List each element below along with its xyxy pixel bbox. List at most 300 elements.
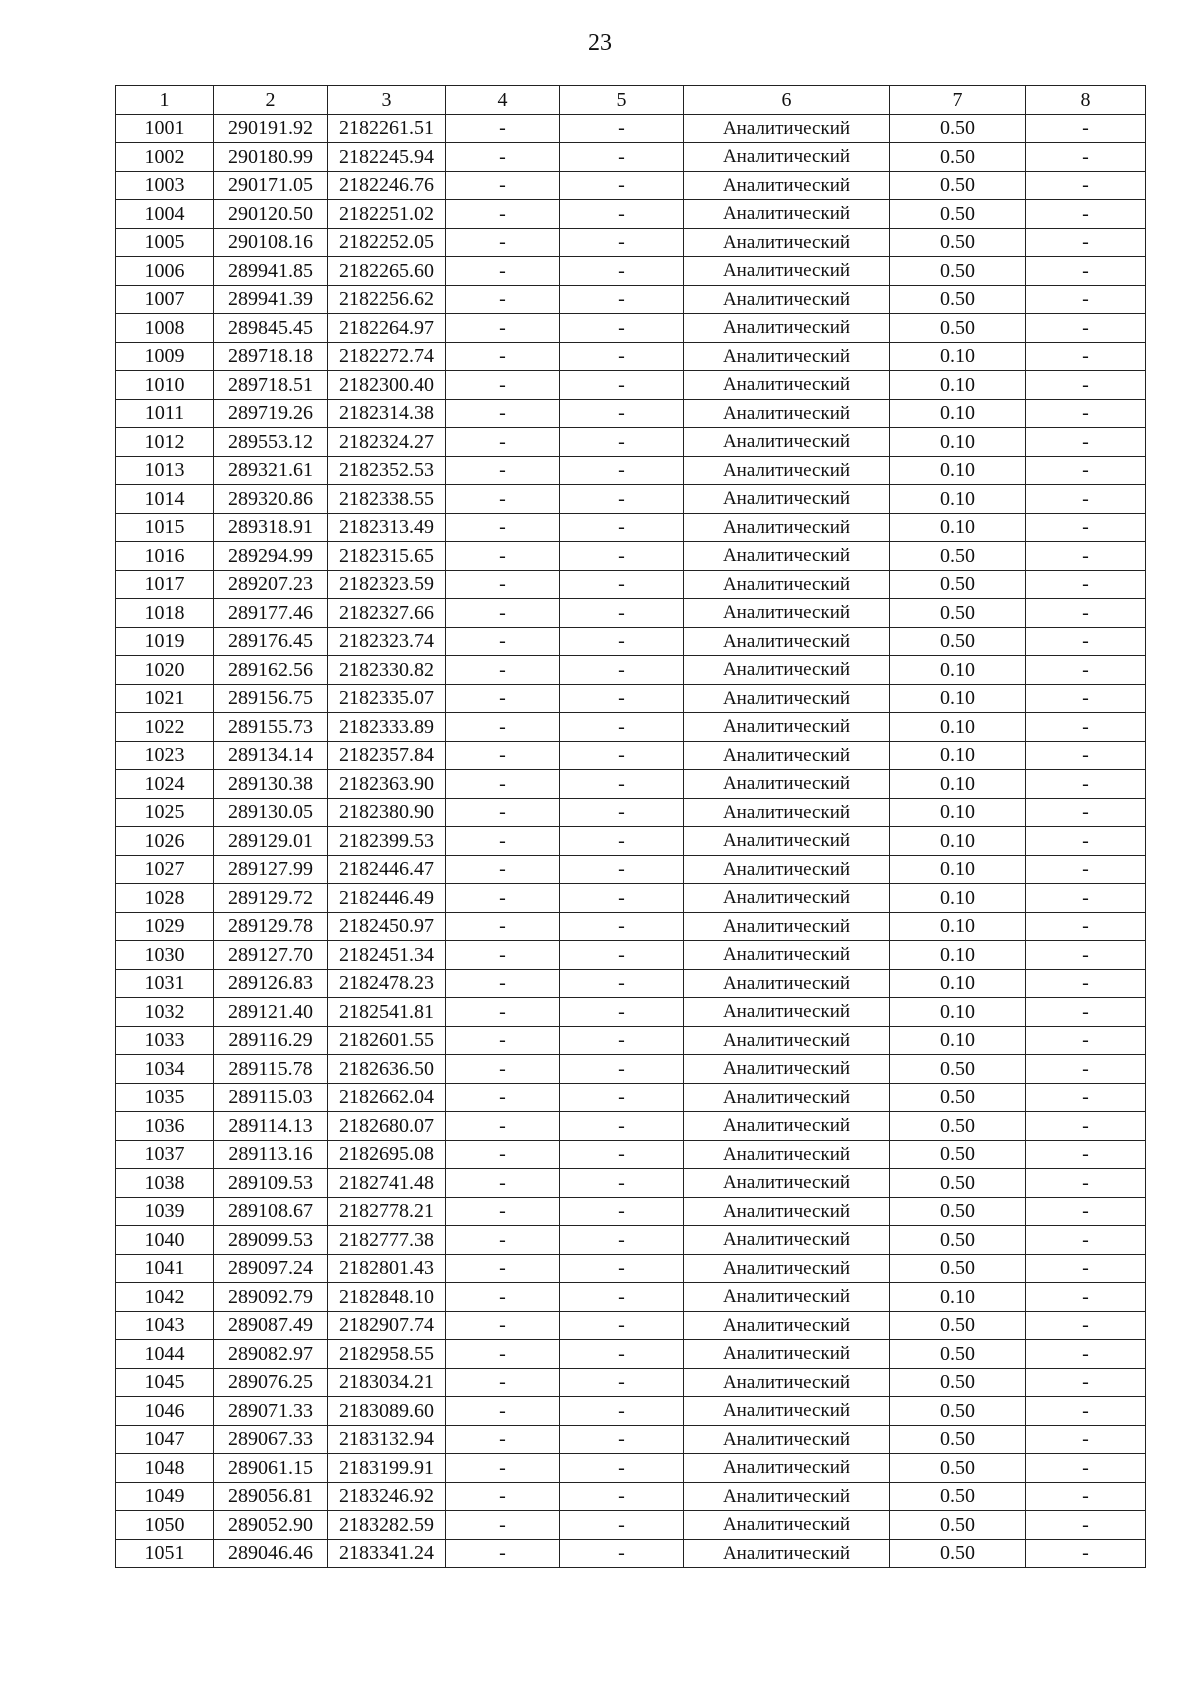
col-5-value: - [560,428,684,457]
col-4-value: - [446,684,560,713]
col-8-value: - [1026,1539,1146,1568]
x-coordinate: 290120.50 [214,200,328,229]
y-coordinate: 2183199.91 [328,1454,446,1483]
y-coordinate: 2182446.49 [328,884,446,913]
x-coordinate: 289207.23 [214,570,328,599]
x-coordinate: 289071.33 [214,1397,328,1426]
point-number: 1024 [116,770,214,799]
y-coordinate: 2183132.94 [328,1425,446,1454]
accuracy: 0.50 [890,285,1026,314]
col-8-value: - [1026,656,1146,685]
table-row [116,1340,1146,1369]
y-coordinate: 2182695.08 [328,1140,446,1169]
x-coordinate: 289076.25 [214,1368,328,1397]
method: Аналитический [684,542,890,571]
col-8-value: - [1026,1140,1146,1169]
col-8-value: - [1026,798,1146,827]
method: Аналитический [684,998,890,1027]
col-8-value: - [1026,257,1146,286]
y-coordinate: 2182399.53 [328,827,446,856]
column-header: 2 [214,86,328,115]
table-row [116,627,1146,656]
col-4-value: - [446,200,560,229]
point-number: 1038 [116,1169,214,1198]
col-4-value: - [446,656,560,685]
point-number: 1007 [116,285,214,314]
method: Аналитический [684,570,890,599]
col-4-value: - [446,599,560,628]
table-row [116,371,1146,400]
accuracy: 0.10 [890,371,1026,400]
col-5-value: - [560,656,684,685]
table-row [116,912,1146,941]
col-5-value: - [560,627,684,656]
method: Аналитический [684,285,890,314]
col-5-value: - [560,371,684,400]
table-row [116,200,1146,229]
col-5-value: - [560,941,684,970]
x-coordinate: 289130.05 [214,798,328,827]
point-number: 1040 [116,1226,214,1255]
accuracy: 0.50 [890,1454,1026,1483]
col-4-value: - [446,570,560,599]
col-5-value: - [560,969,684,998]
y-coordinate: 2182680.07 [328,1112,446,1141]
y-coordinate: 2183034.21 [328,1368,446,1397]
method: Аналитический [684,770,890,799]
x-coordinate: 289126.83 [214,969,328,998]
col-5-value: - [560,114,684,143]
table-row [116,1169,1146,1198]
x-coordinate: 289127.99 [214,855,328,884]
point-number: 1044 [116,1340,214,1369]
point-number: 1037 [116,1140,214,1169]
col-8-value: - [1026,570,1146,599]
col-5-value: - [560,200,684,229]
col-5-value: - [560,1425,684,1454]
x-coordinate: 289056.81 [214,1482,328,1511]
col-5-value: - [560,713,684,742]
accuracy: 0.10 [890,912,1026,941]
method: Аналитический [684,1454,890,1483]
col-8-value: - [1026,228,1146,257]
x-coordinate: 289320.86 [214,485,328,514]
x-coordinate: 289052.90 [214,1511,328,1540]
x-coordinate: 289115.78 [214,1055,328,1084]
table-row [116,1454,1146,1483]
accuracy: 0.10 [890,399,1026,428]
accuracy: 0.10 [890,855,1026,884]
method: Аналитический [684,656,890,685]
col-5-value: - [560,257,684,286]
method: Аналитический [684,1254,890,1283]
col-4-value: - [446,1026,560,1055]
col-4-value: - [446,1055,560,1084]
col-8-value: - [1026,513,1146,542]
col-8-value: - [1026,114,1146,143]
point-number: 1014 [116,485,214,514]
y-coordinate: 2182261.51 [328,114,446,143]
point-number: 1033 [116,1026,214,1055]
col-8-value: - [1026,684,1146,713]
point-number: 1023 [116,741,214,770]
col-4-value: - [446,969,560,998]
col-8-value: - [1026,1254,1146,1283]
point-number: 1002 [116,143,214,172]
col-8-value: - [1026,1511,1146,1540]
y-coordinate: 2182848.10 [328,1283,446,1312]
y-coordinate: 2182636.50 [328,1055,446,1084]
x-coordinate: 289116.29 [214,1026,328,1055]
method: Аналитический [684,941,890,970]
point-number: 1030 [116,941,214,970]
col-5-value: - [560,1197,684,1226]
y-coordinate: 2182541.81 [328,998,446,1027]
col-4-value: - [446,1454,560,1483]
table-row [116,485,1146,514]
y-coordinate: 2182907.74 [328,1311,446,1340]
col-4-value: - [446,741,560,770]
x-coordinate: 290108.16 [214,228,328,257]
accuracy: 0.50 [890,228,1026,257]
x-coordinate: 289108.67 [214,1197,328,1226]
col-4-value: - [446,1368,560,1397]
point-number: 1016 [116,542,214,571]
col-8-value: - [1026,855,1146,884]
accuracy: 0.10 [890,770,1026,799]
y-coordinate: 2182478.23 [328,969,446,998]
method: Аналитический [684,257,890,286]
y-coordinate: 2183246.92 [328,1482,446,1511]
col-8-value: - [1026,599,1146,628]
method: Аналитический [684,855,890,884]
point-number: 1050 [116,1511,214,1540]
accuracy: 0.50 [890,1340,1026,1369]
table-row [116,798,1146,827]
method: Аналитический [684,1112,890,1141]
y-coordinate: 2182380.90 [328,798,446,827]
x-coordinate: 289155.73 [214,713,328,742]
col-8-value: - [1026,912,1146,941]
col-8-value: - [1026,314,1146,343]
x-coordinate: 289845.45 [214,314,328,343]
x-coordinate: 289294.99 [214,542,328,571]
col-8-value: - [1026,941,1146,970]
x-coordinate: 289099.53 [214,1226,328,1255]
y-coordinate: 2182252.05 [328,228,446,257]
accuracy: 0.10 [890,713,1026,742]
point-number: 1045 [116,1368,214,1397]
method: Аналитический [684,399,890,428]
accuracy: 0.50 [890,114,1026,143]
table-row [116,741,1146,770]
col-5-value: - [560,1340,684,1369]
point-number: 1013 [116,456,214,485]
x-coordinate: 289067.33 [214,1425,328,1454]
accuracy: 0.10 [890,485,1026,514]
y-coordinate: 2182324.27 [328,428,446,457]
x-coordinate: 289941.39 [214,285,328,314]
col-4-value: - [446,1226,560,1255]
page-number: 23 [588,30,612,56]
col-4-value: - [446,1511,560,1540]
accuracy: 0.50 [890,1254,1026,1283]
x-coordinate: 289109.53 [214,1169,328,1198]
y-coordinate: 2182741.48 [328,1169,446,1198]
accuracy: 0.50 [890,257,1026,286]
x-coordinate: 289176.45 [214,627,328,656]
col-8-value: - [1026,171,1146,200]
col-5-value: - [560,171,684,200]
col-4-value: - [446,371,560,400]
y-coordinate: 2182265.60 [328,257,446,286]
accuracy: 0.50 [890,1539,1026,1568]
column-header: 8 [1026,86,1146,115]
accuracy: 0.10 [890,1026,1026,1055]
point-number: 1049 [116,1482,214,1511]
point-number: 1021 [116,684,214,713]
col-5-value: - [560,798,684,827]
x-coordinate: 290171.05 [214,171,328,200]
accuracy: 0.50 [890,143,1026,172]
y-coordinate: 2182601.55 [328,1026,446,1055]
col-5-value: - [560,1454,684,1483]
col-5-value: - [560,1368,684,1397]
accuracy: 0.50 [890,1425,1026,1454]
col-4-value: - [446,884,560,913]
y-coordinate: 2182330.82 [328,656,446,685]
method: Аналитический [684,1511,890,1540]
x-coordinate: 289321.61 [214,456,328,485]
method: Аналитический [684,1226,890,1255]
col-4-value: - [446,1169,560,1198]
y-coordinate: 2182300.40 [328,371,446,400]
accuracy: 0.50 [890,1197,1026,1226]
point-number: 1047 [116,1425,214,1454]
y-coordinate: 2182333.89 [328,713,446,742]
x-coordinate: 289718.18 [214,342,328,371]
col-4-value: - [446,257,560,286]
table-row [116,456,1146,485]
point-number: 1004 [116,200,214,229]
col-4-value: - [446,513,560,542]
col-5-value: - [560,1112,684,1141]
point-number: 1029 [116,912,214,941]
y-coordinate: 2182662.04 [328,1083,446,1112]
col-4-value: - [446,770,560,799]
point-number: 1032 [116,998,214,1027]
method: Аналитический [684,1368,890,1397]
x-coordinate: 289719.26 [214,399,328,428]
col-5-value: - [560,228,684,257]
table-row [116,399,1146,428]
y-coordinate: 2182314.38 [328,399,446,428]
table-row [116,770,1146,799]
y-coordinate: 2182450.97 [328,912,446,941]
col-5-value: - [560,1055,684,1084]
col-8-value: - [1026,285,1146,314]
accuracy: 0.50 [890,599,1026,628]
table-row [116,570,1146,599]
col-8-value: - [1026,627,1146,656]
point-number: 1010 [116,371,214,400]
accuracy: 0.50 [890,1083,1026,1112]
col-8-value: - [1026,542,1146,571]
col-8-value: - [1026,1026,1146,1055]
col-4-value: - [446,1397,560,1426]
col-4-value: - [446,855,560,884]
table-row [116,884,1146,913]
col-4-value: - [446,399,560,428]
col-4-value: - [446,542,560,571]
col-5-value: - [560,1397,684,1426]
col-5-value: - [560,342,684,371]
x-coordinate: 289097.24 [214,1254,328,1283]
point-number: 1008 [116,314,214,343]
col-8-value: - [1026,428,1146,457]
accuracy: 0.50 [890,1226,1026,1255]
table-row [116,513,1146,542]
point-number: 1017 [116,570,214,599]
x-coordinate: 290180.99 [214,143,328,172]
point-number: 1009 [116,342,214,371]
method: Аналитический [684,969,890,998]
x-coordinate: 289177.46 [214,599,328,628]
x-coordinate: 289129.01 [214,827,328,856]
col-4-value: - [446,1425,560,1454]
method: Аналитический [684,1140,890,1169]
method: Аналитический [684,627,890,656]
method: Аналитический [684,713,890,742]
method: Аналитический [684,228,890,257]
column-header: 5 [560,86,684,115]
accuracy: 0.10 [890,827,1026,856]
accuracy: 0.50 [890,1169,1026,1198]
method: Аналитический [684,371,890,400]
table-row [116,1425,1146,1454]
method: Аналитический [684,1311,890,1340]
col-8-value: - [1026,713,1146,742]
col-8-value: - [1026,399,1146,428]
y-coordinate: 2182777.38 [328,1226,446,1255]
table-header-row [116,86,1146,115]
col-8-value: - [1026,741,1146,770]
col-5-value: - [560,1511,684,1540]
table-row [116,1140,1146,1169]
col-5-value: - [560,285,684,314]
col-4-value: - [446,798,560,827]
col-4-value: - [446,1197,560,1226]
method: Аналитический [684,599,890,628]
col-5-value: - [560,1169,684,1198]
method: Аналитический [684,143,890,172]
col-8-value: - [1026,1482,1146,1511]
col-8-value: - [1026,371,1146,400]
col-5-value: - [560,884,684,913]
table-row [116,1083,1146,1112]
method: Аналитический [684,1169,890,1198]
point-number: 1042 [116,1283,214,1312]
col-5-value: - [560,1539,684,1568]
col-5-value: - [560,599,684,628]
col-4-value: - [446,428,560,457]
accuracy: 0.50 [890,627,1026,656]
col-4-value: - [446,1482,560,1511]
point-number: 1001 [116,114,214,143]
col-5-value: - [560,513,684,542]
col-4-value: - [446,285,560,314]
accuracy: 0.50 [890,171,1026,200]
col-8-value: - [1026,1311,1146,1340]
table-row [116,314,1146,343]
col-8-value: - [1026,1112,1146,1141]
col-4-value: - [446,713,560,742]
point-number: 1039 [116,1197,214,1226]
accuracy: 0.10 [890,428,1026,457]
accuracy: 0.10 [890,741,1026,770]
col-4-value: - [446,1112,560,1141]
method: Аналитический [684,1340,890,1369]
y-coordinate: 2182246.76 [328,171,446,200]
y-coordinate: 2182778.21 [328,1197,446,1226]
col-4-value: - [446,941,560,970]
accuracy: 0.10 [890,513,1026,542]
col-4-value: - [446,1311,560,1340]
x-coordinate: 289113.16 [214,1140,328,1169]
y-coordinate: 2183341.24 [328,1539,446,1568]
col-5-value: - [560,1083,684,1112]
point-number: 1043 [116,1311,214,1340]
col-4-value: - [446,171,560,200]
method: Аналитический [684,741,890,770]
table-row [116,285,1146,314]
accuracy: 0.50 [890,1140,1026,1169]
column-header: 6 [684,86,890,115]
col-5-value: - [560,1026,684,1055]
accuracy: 0.50 [890,1055,1026,1084]
x-coordinate: 289114.13 [214,1112,328,1141]
point-number: 1022 [116,713,214,742]
x-coordinate: 289087.49 [214,1311,328,1340]
table-row [116,1197,1146,1226]
col-5-value: - [560,998,684,1027]
col-5-value: - [560,1140,684,1169]
col-8-value: - [1026,1425,1146,1454]
col-8-value: - [1026,1283,1146,1312]
col-8-value: - [1026,770,1146,799]
y-coordinate: 2182313.49 [328,513,446,542]
col-8-value: - [1026,1197,1146,1226]
table-row [116,1112,1146,1141]
x-coordinate: 289134.14 [214,741,328,770]
point-number: 1048 [116,1454,214,1483]
point-number: 1041 [116,1254,214,1283]
accuracy: 0.10 [890,884,1026,913]
accuracy: 0.10 [890,684,1026,713]
col-4-value: - [446,1254,560,1283]
point-number: 1051 [116,1539,214,1568]
y-coordinate: 2182451.34 [328,941,446,970]
method: Аналитический [684,342,890,371]
x-coordinate: 289127.70 [214,941,328,970]
method: Аналитический [684,884,890,913]
col-4-value: - [446,143,560,172]
col-8-value: - [1026,342,1146,371]
col-4-value: - [446,1340,560,1369]
table-row [116,228,1146,257]
table-row [116,1026,1146,1055]
table-row [116,855,1146,884]
